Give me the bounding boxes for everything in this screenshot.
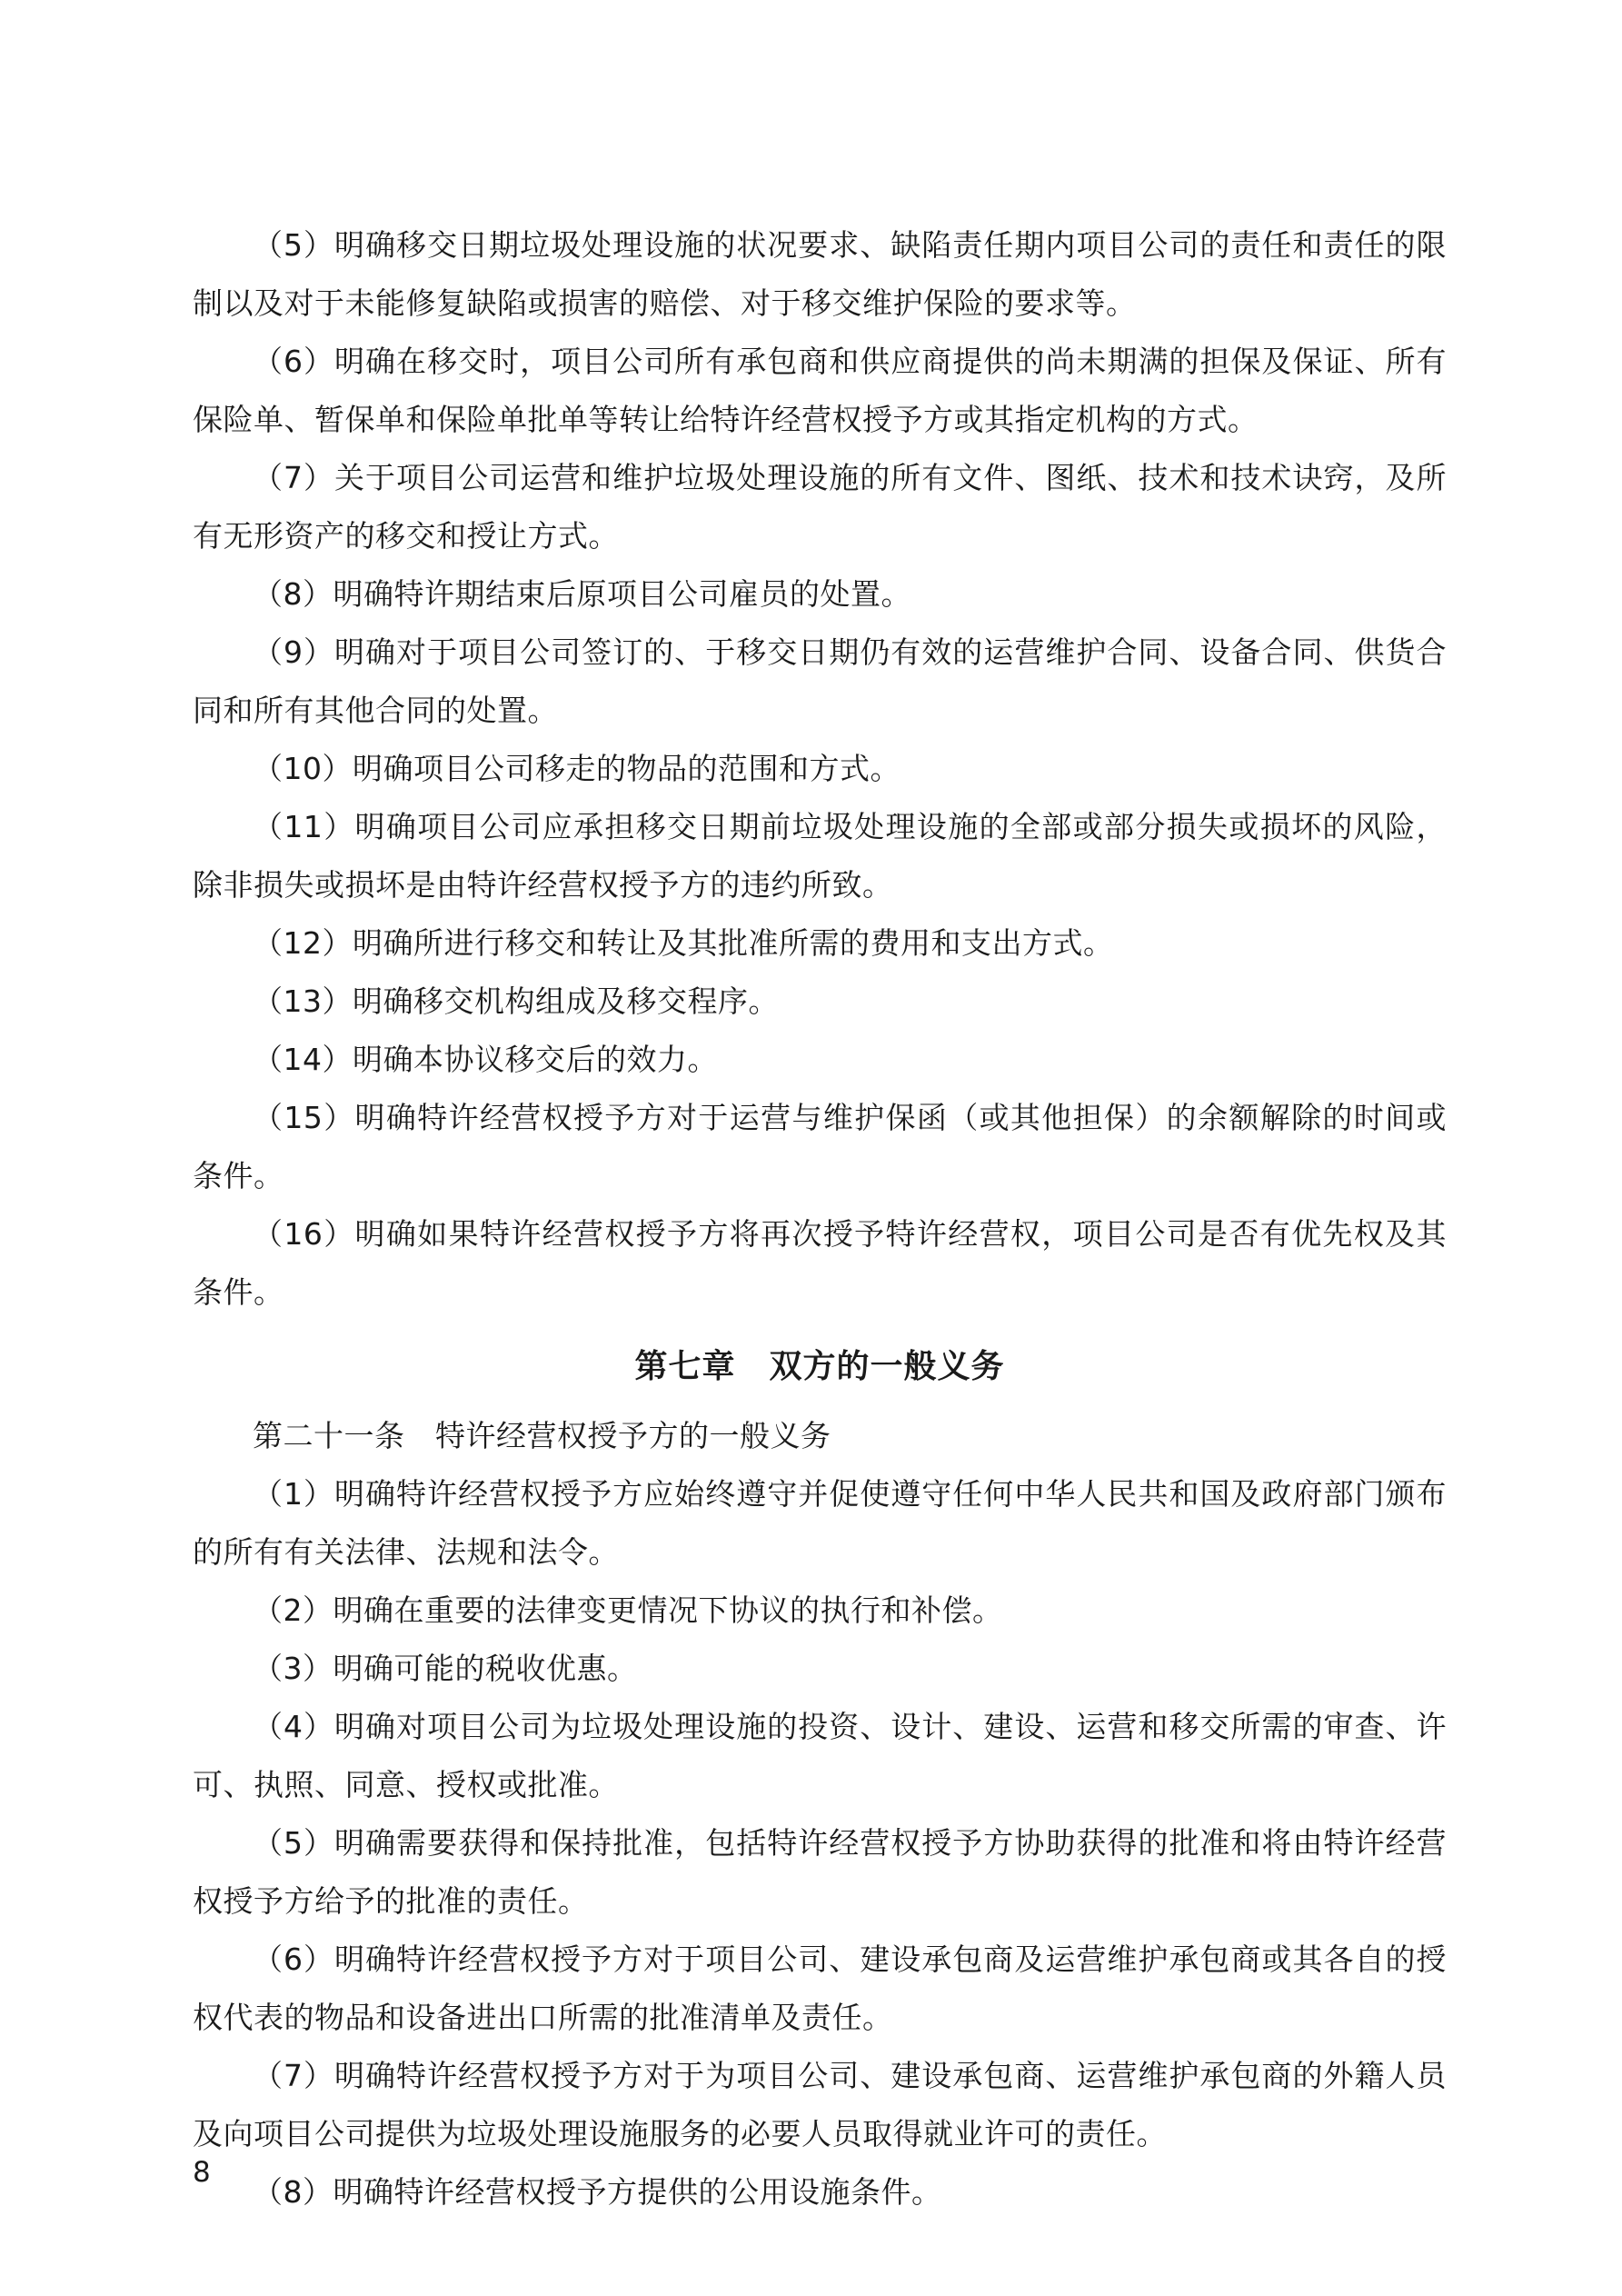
clause-item-9: （9）明确对于项目公司签订的、于移交日期仍有效的运营维护合同、设备合同、供货合同和所有其他合同的处置。	[193, 634, 1447, 728]
clause-item-11: （11）明确项目公司应承担移交日期前垃圾处理设施的全部或部分损失或损坏的风险，除非损失或损坏是由特许经营权授予方的违约所致。	[193, 809, 1447, 903]
clause-item-6: （6）明确在移交时，项目公司所有承包商和供应商提供的尚未期满的担保及保证、所有保险单、暂保单和保险单批单等转让给特许经营权授予方或其指定机构的方式。	[193, 344, 1447, 437]
clause-item-12: （12）明确所进行移交和转让及其批准所需的费用和支出方式。	[253, 925, 1114, 961]
obligation-item-3: （3）明确可能的税收优惠。	[253, 1651, 638, 1686]
clause-item-14: （14）明确本协议移交后的效力。	[253, 1042, 718, 1077]
clause-item-15: （15）明确特许经营权授予方对于运营与维护保函（或其他担保）的余额解除的时间或条件。	[193, 1100, 1447, 1193]
clause-item-8: （8）明确特许期结束后原项目公司雇员的处置。	[253, 576, 911, 612]
clause-item-7: （7）关于项目公司运营和维护垃圾处理设施的所有文件、图纸、技术和技术诀窍，及所有无形资产的移交和授让方式。	[193, 460, 1447, 554]
page-number: 8	[193, 2156, 211, 2189]
obligation-item-5: （5）明确需要获得和保持批准，包括特许经营权授予方协助获得的批准和将由特许经营权授予方给予的批准的责任。	[193, 1825, 1447, 1919]
clause-item-5: （5）明确移交日期垃圾处理设施的状况要求、缺陷责任期内项目公司的责任和责任的限制以及对于未能修复缺陷或损害的赔偿、对于移交维护保险的要求等。	[193, 227, 1447, 321]
chapter-title: 第七章 双方的一般义务	[634, 1348, 1005, 1385]
obligation-item-2: （2）明确在重要的法律变更情况下协议的执行和补偿。	[253, 1592, 1003, 1628]
obligation-item-8: （8）明确特许经营权授予方提供的公用设施条件。	[253, 2174, 942, 2210]
obligation-item-4: （4）明确对项目公司为垃圾处理设施的投资、设计、建设、运营和移交所需的审查、许可、执照、同意、授权或批准。	[193, 1709, 1447, 1802]
obligation-item-1: （1）明确特许经营权授予方应始终遵守并促使遵守任何中华人民共和国及政府部门颁布的所有有关法律、法规和法令。	[193, 1476, 1447, 1570]
clause-item-10: （10）明确项目公司移走的物品的范围和方式。	[253, 751, 901, 786]
obligation-item-7: （7）明确特许经营权授予方对于为项目公司、建设承包商、运营维护承包商的外籍人员及向项目公司提供为垃圾处理设施服务的必要人员取得就业许可的责任。	[193, 2058, 1447, 2151]
clause-item-16: （16）明确如果特许经营权授予方将再次授予特许经营权，项目公司是否有优先权及其条件。	[193, 1216, 1447, 1310]
article-title: 第二十一条 特许经营权授予方的一般义务	[253, 1418, 831, 1453]
document-body	[193, 216, 1447, 2221]
clause-item-13: （13）明确移交机构组成及移交程序。	[253, 983, 779, 1019]
obligation-item-6: （6）明确特许经营权授予方对于项目公司、建设承包商及运营维护承包商或其各自的授权代表的物品和设备进出口所需的批准清单及责任。	[193, 1942, 1447, 2035]
